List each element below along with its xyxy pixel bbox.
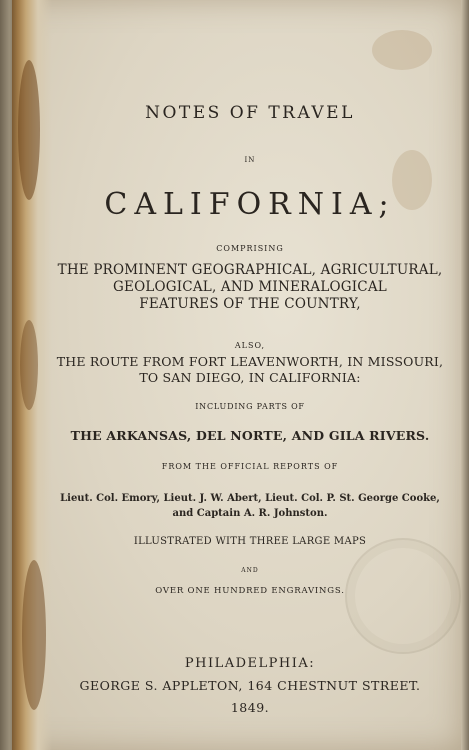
officers-line: and Captain A. R. Johnston. [172,508,328,519]
features-line: FEATURES OF THE COUNTRY, [139,296,361,312]
route-line: THE ROUTE FROM FORT LEAVENWORTH, IN MISSOURI, [56,354,444,369]
foxing-stain [20,320,38,410]
features-block [40,262,460,313]
engravings-line: OVER ONE HUNDRED ENGRAVINGS. [155,586,345,596]
features-line: THE PROMINENT GEOGRAPHICAL, AGRICULTURAL, [57,262,443,278]
imprint-publisher: GEORGE S. APPLETON, 164 CHESTNUT STREET. [79,678,421,693]
book-edge [461,0,469,750]
features-line: GEOLOGICAL, AND MINERALOGICAL [113,279,387,295]
officers-block [40,491,460,521]
foxing-stain [372,30,432,70]
including-label: INCLUDING PARTS OF [195,402,305,411]
route-block [40,354,460,386]
foxing-stain [18,60,40,200]
imprint-city: PHILADELPHIA: [184,656,316,671]
imprint-year: 1849. [230,700,270,715]
illustrated-line: ILLUSTRATED WITH THREE LARGE MAPS [133,536,367,547]
title-in: IN [244,156,256,164]
rivers-line: THE ARKANSAS, DEL NORTE, AND GILA RIVERS. [70,428,430,443]
comprising-label: COMPRISING [216,244,284,253]
faded-library-seal [345,538,461,654]
title-place: CALIFORNIA; [104,187,396,222]
officers-line: Lieut. Col. Emory, Lieut. J. W. Abert, Lieut. Col. P. St. George Cooke, [60,493,440,504]
also-label: ALSO, [234,341,266,350]
from-label: FROM THE OFFICIAL REPORTS OF [161,462,339,471]
and-label: AND [241,567,259,574]
book-title: NOTES OF TRAVEL [145,103,355,123]
route-line: TO SAN DIEGO, IN CALIFORNIA: [139,370,361,385]
